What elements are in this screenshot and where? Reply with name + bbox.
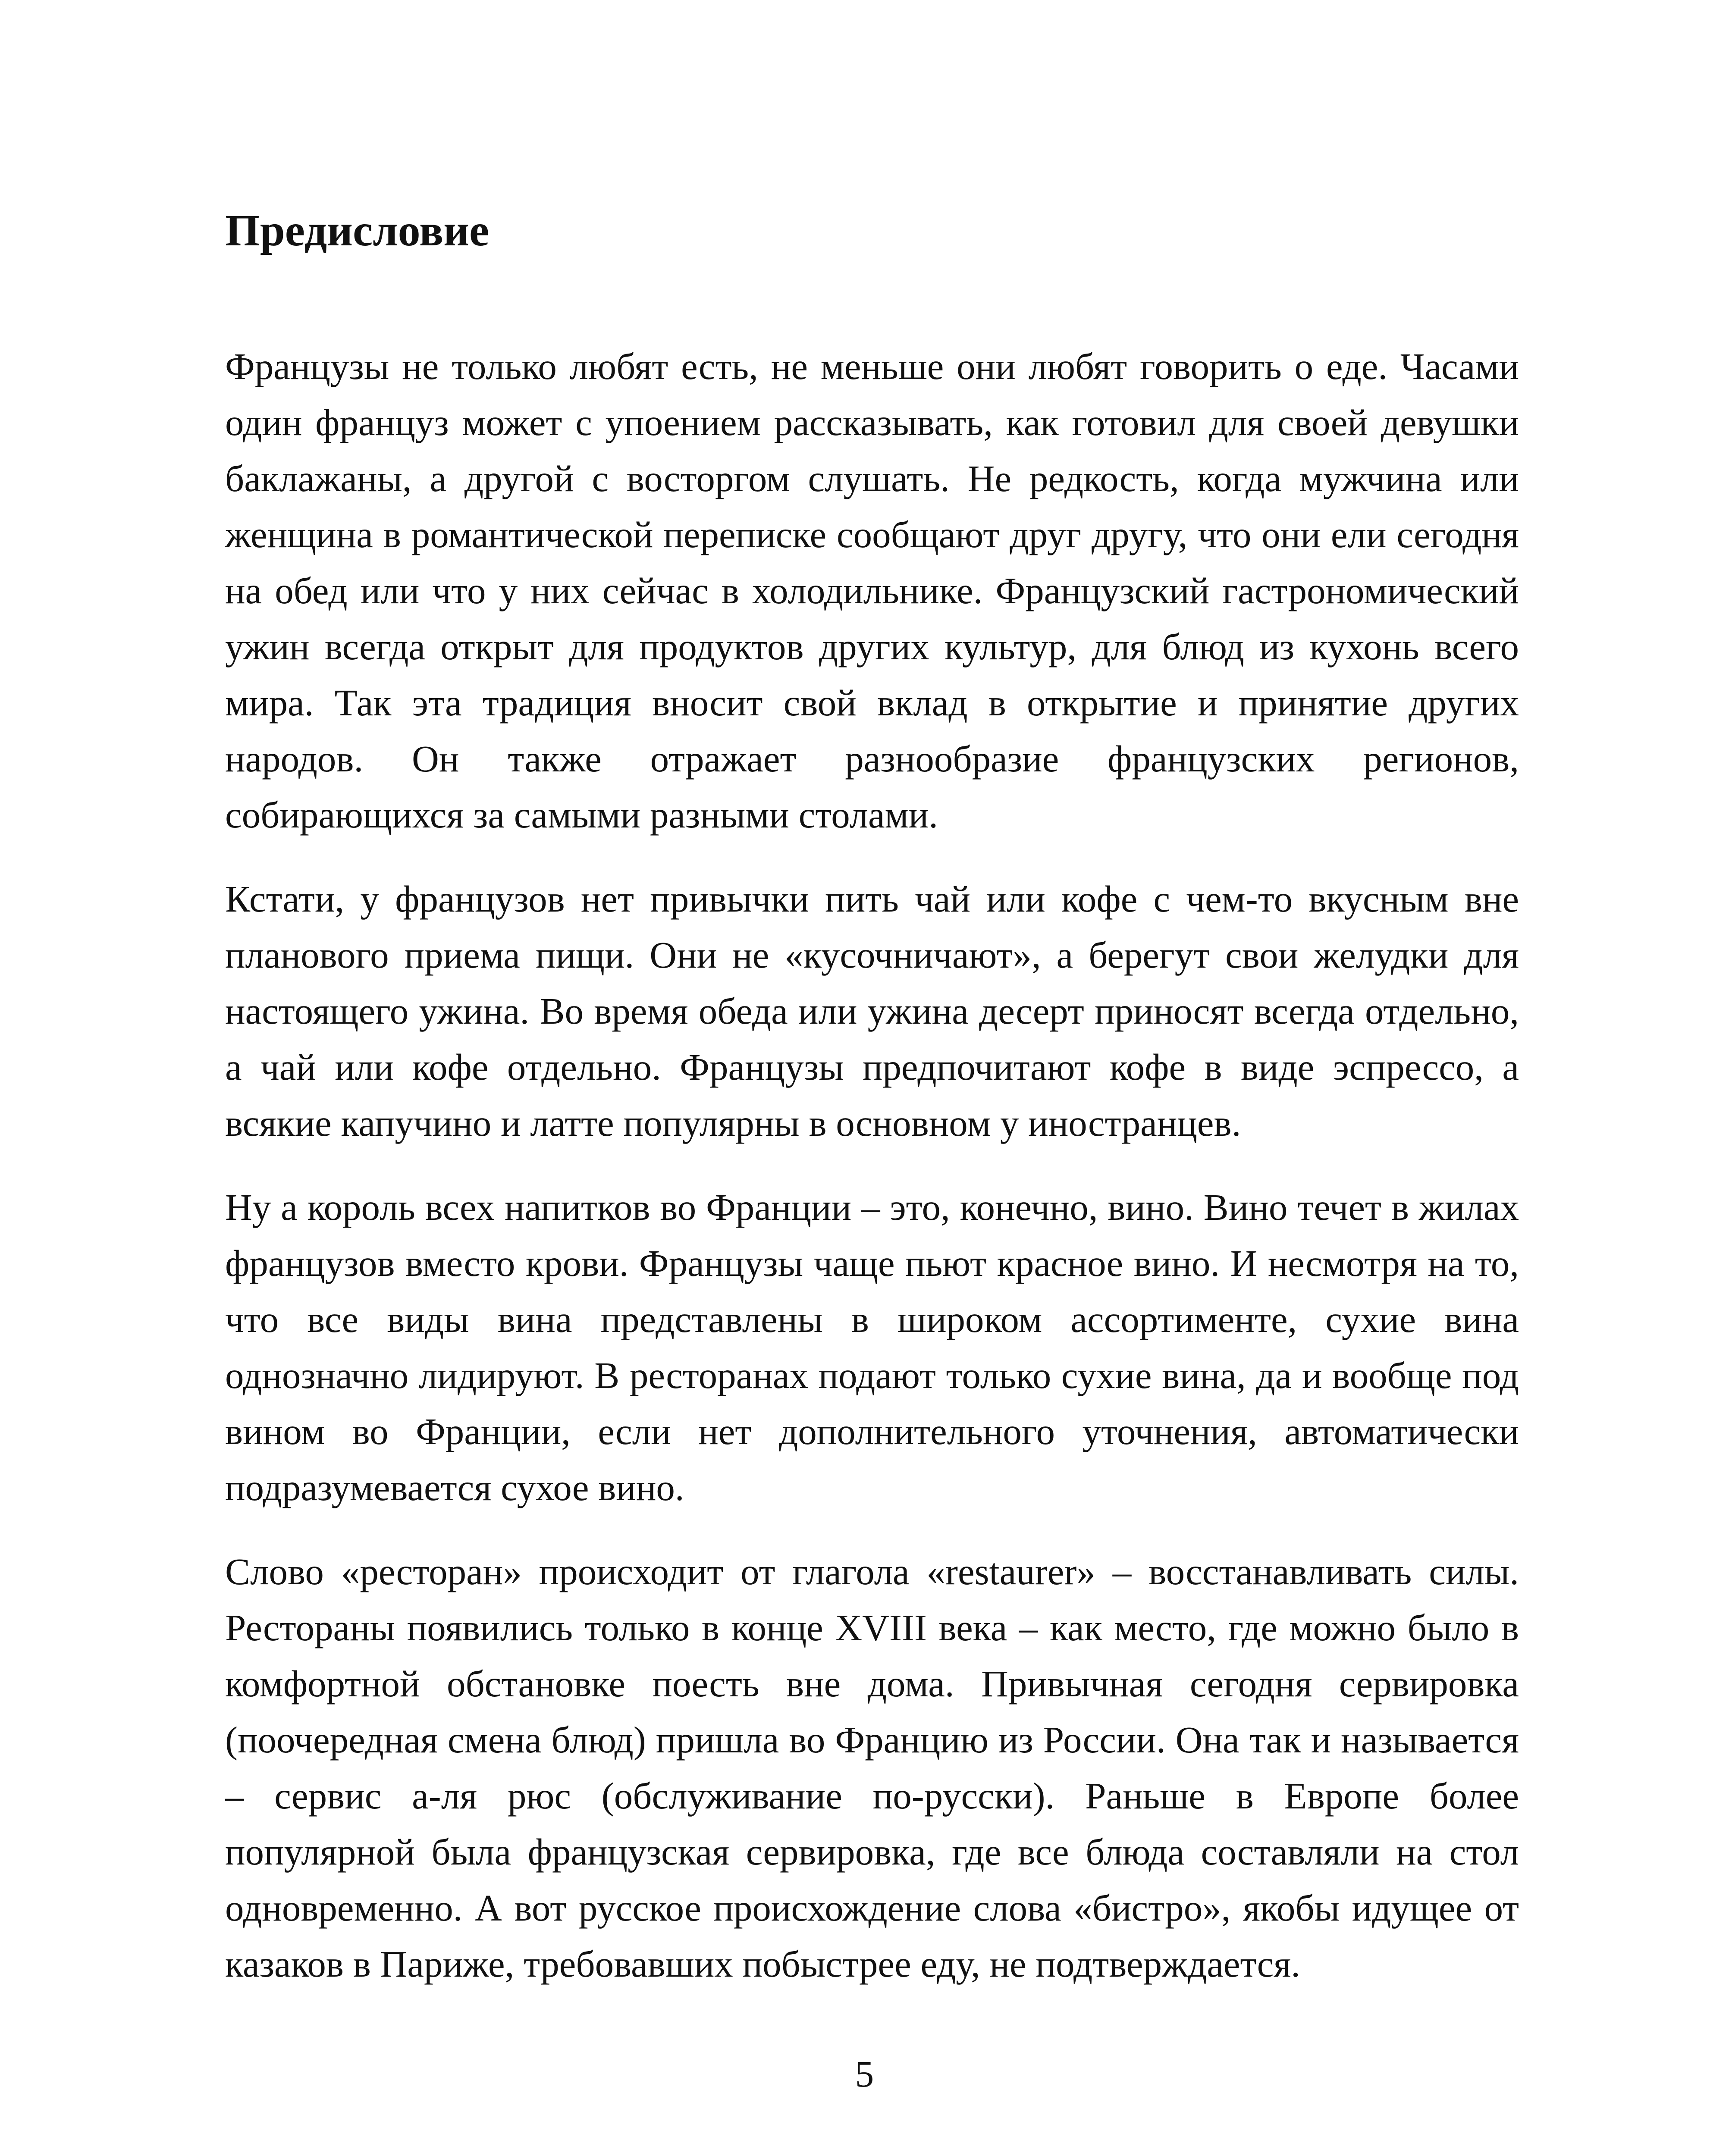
page-number: 5 xyxy=(855,2053,874,2095)
page-content xyxy=(225,203,1519,2020)
paragraph: Ну а король всех напитков во Франции – это, конечно, вино. Вино течет в жилах французов вместо крови. Французы чаще пьют красное вино. И несмотря на то, что все виды вина представлены в широком ассортименте, сухие вина однозначно лидируют. В ресторанах подают только сухие вина, да и вообще под вином во Франции, если нет дополнительного уточнения, автоматически подразумевается сухое вино. xyxy=(225,1186,1519,1508)
page-heading: Предисловие xyxy=(225,206,490,255)
paragraph: Кстати, у французов нет привычки пить чай или кофе с чем-то вкусным вне планового приема пищи. Они не «кусочничают», а берегут свои желудки для настоящего ужина. Во время обеда или ужина десерт приносят всегда отдельно, а чай или кофе отдельно. Французы предпочитают кофе в виде эспрессо, а всякие капучино и латте популярны в основном у иностранцев. xyxy=(225,878,1519,1144)
paragraph: Французы не только любят есть, не меньше они любят говорить о еде. Часами один француз может с упоением рассказывать, как готовил для своей девушки баклажаны, а другой с восторгом слушать. Не редкость, когда мужчина или женщина в романтической переписке сообщают друг другу, что они ели сегодня на обед или что у них сейчас в холодильнике. Французский гастрономический ужин всегда открыт для продуктов других культур, для блюд из кухонь всего мира. Так эта традиция вносит свой вклад в открытие и принятие других народов. Он также отражает разнообразие французских регионов, собирающихся за самыми разными столами. xyxy=(225,345,1519,836)
paragraph: Слово «ресторан» происходит от глагола «restaurer» – восстанавливать силы. Рестораны появились только в конце XVIII века – как место, где можно было в комфортной обстановке поесть вне дома. Привычная сегодня сервировка (поочередная смена блюд) пришла во Францию из России. Она так и называется – сервис а-ля рюс (обслуживание по-русски). Раньше в Европе более популярной была французская сервировка, где все блюда составляли на стол одновременно. А вот русское происхождение слова «бистро», якобы идущее от казаков в Париже, требовавших побыстрее еду, не подтверждается. xyxy=(225,1551,1519,1985)
